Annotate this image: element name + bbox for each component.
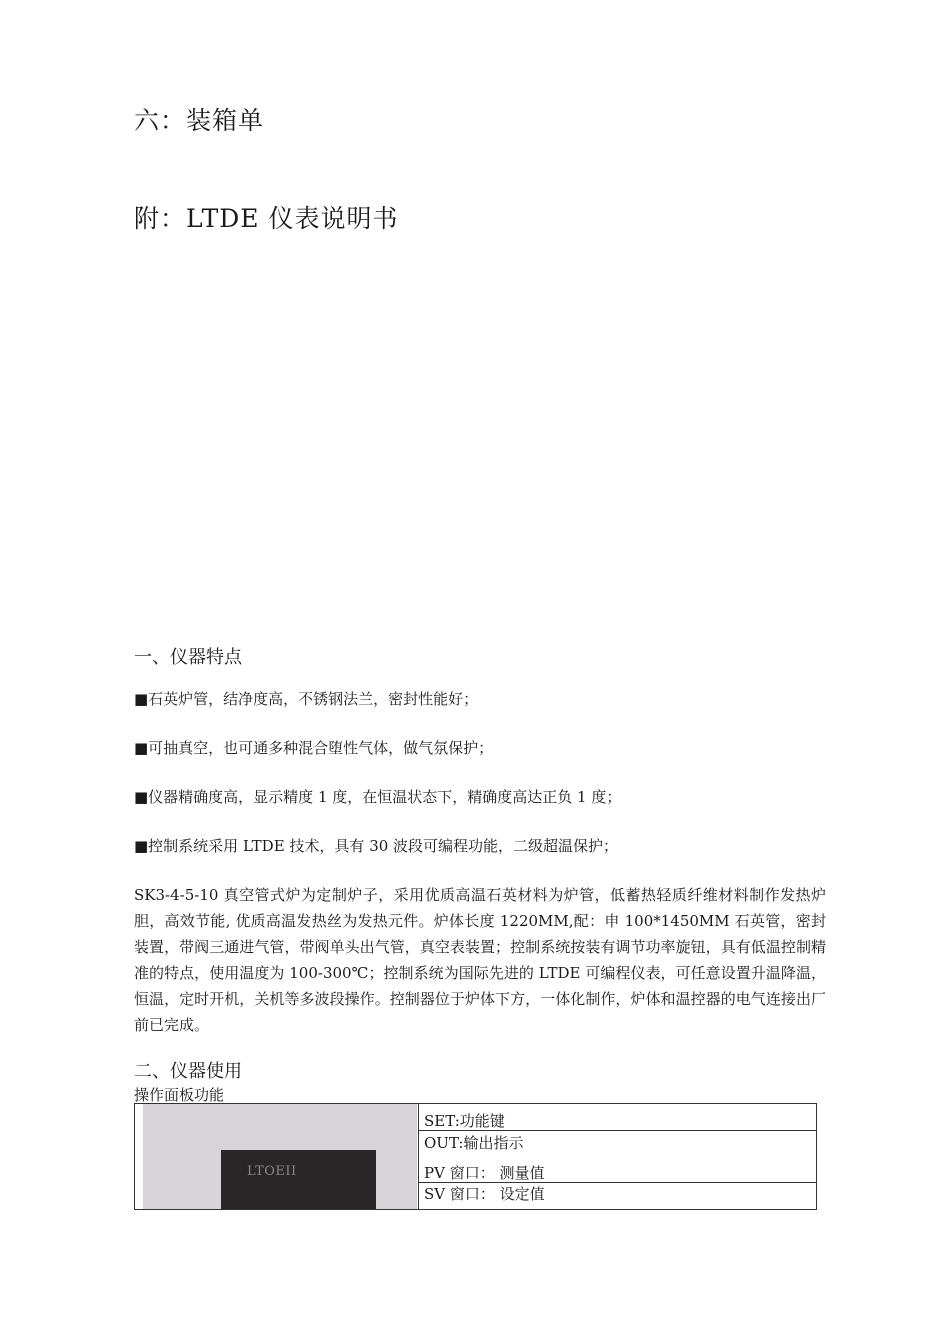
device-brand-label: LTOEII <box>247 1164 297 1179</box>
controller-photo <box>143 1104 417 1209</box>
section-usage-title: 二、仪器使用 <box>134 1061 242 1082</box>
feature-bullet-2: ■可抽真空，也可通多种混合堕性气体，做气氛保护； <box>134 739 494 757</box>
function-out-indicator: OUT:输出指示 <box>424 1134 524 1152</box>
controller-device <box>221 1150 376 1209</box>
panel-function-table <box>134 1103 817 1210</box>
function-sv-window: SV 窗口： 设定值 <box>424 1185 545 1203</box>
function-pv-window: PV 窗口： 测量值 <box>424 1164 545 1182</box>
panel-functions-subtitle: 操作面板功能 <box>134 1086 225 1104</box>
feature-bullet-3: ■仪器精确度高，显示精度 1 度，在恒温状态下，精确度高达正负 1 度； <box>134 788 622 806</box>
table-divider-vertical <box>418 1104 419 1209</box>
feature-bullet-1: ■石英炉管，结净度高，不锈钢法兰，密封性能好； <box>134 690 479 708</box>
feature-bullet-4: ■控制系统采用 LTDE 技术，具有 30 波段可编程功能，二级超温保护； <box>134 837 619 855</box>
packing-list-heading: 六：装箱单 <box>134 106 265 135</box>
function-set-key: SET:功能键 <box>424 1112 505 1130</box>
appendix-heading: 附：LTDE 仪表说明书 <box>134 204 399 233</box>
product-description: SK3-4-5-10 真空管式炉为定制炉子，采用优质高温石英材料为炉管，低蓄热轻质纤维材料制作发热炉胆，高效节能, 优质高温发热丝为发热元件。炉体长度 1220MM,配：申 100*1450MM 石英管，密封装置，带阀三通进气管，带阀单头出气管，真空表装置；控制系统按装有调节功率旋钮，具有低温控制精准的特点，使用温度为 100-300℃；控制系统为国际先进的 LTDE 可编程仪表，可任意设置升温降温，恒温，定时开机，关机等多波段操作。控制器位于炉体下方，一体化制作，炉体和温控器的电气连接出厂前已完成。 <box>134 886 826 1034</box>
section-features-title: 一、仪器特点 <box>134 647 242 668</box>
